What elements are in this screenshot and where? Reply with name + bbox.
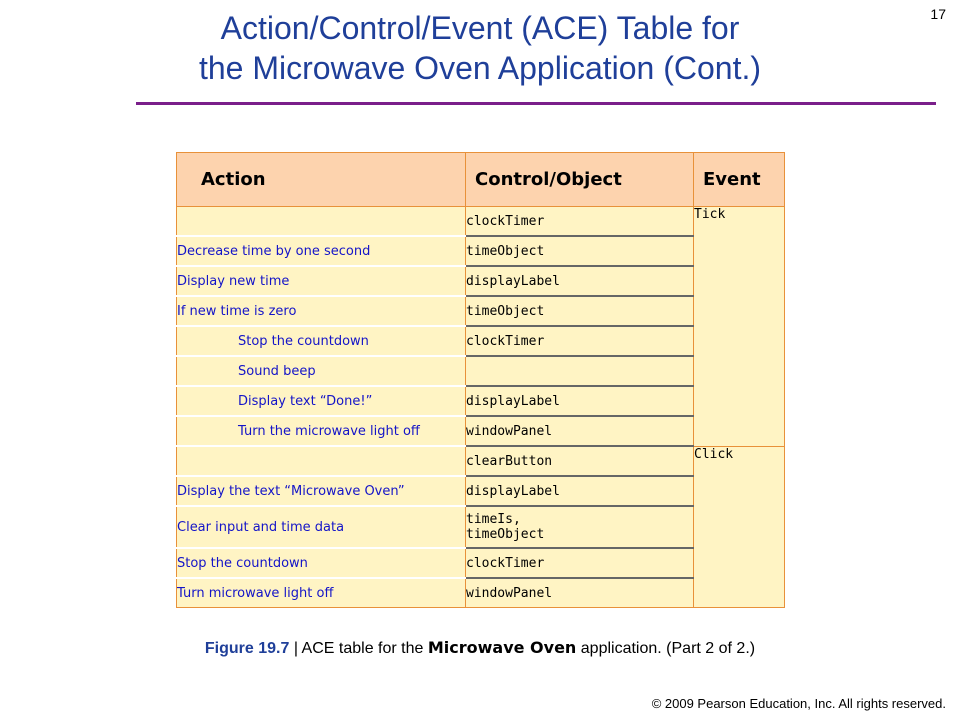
control-line: timeObject	[466, 527, 545, 542]
control-cell	[466, 356, 694, 386]
action-cell: Turn the microwave light off	[177, 416, 466, 446]
table-row	[177, 236, 785, 266]
control-cell: windowPanel	[466, 416, 694, 446]
figure-label: Figure 19.7	[204, 640, 290, 657]
action-cell: Sound beep	[177, 356, 466, 386]
control-cell: clockTimer	[466, 326, 694, 356]
control-cell: timeObject	[466, 236, 694, 266]
action-cell: If new time is zero	[177, 296, 466, 326]
control-cell: clearButton	[466, 446, 694, 476]
table-row	[177, 578, 785, 608]
page-number: 17	[930, 6, 946, 22]
action-cell: Clear input and time data	[177, 506, 466, 548]
table-row	[177, 446, 785, 476]
action-cell: Turn microwave light off	[177, 578, 466, 608]
event-cell: Tick	[694, 207, 785, 447]
header-control-object: Control/Object	[466, 153, 694, 207]
control-cell: displayLabel	[466, 266, 694, 296]
control-cell: timeObject	[466, 296, 694, 326]
table-row	[177, 506, 785, 548]
table-header-row	[177, 153, 785, 207]
action-cell	[177, 207, 466, 237]
caption-separator: |	[289, 640, 302, 657]
header-action: Action	[177, 153, 466, 207]
table-row	[177, 476, 785, 506]
control-line: timeIs,	[466, 512, 521, 527]
figure-caption	[0, 638, 960, 658]
table-row	[177, 548, 785, 578]
title-line-2: the Microwave Oven Application (Cont.)	[198, 50, 762, 86]
copyright-notice: © 2009 Pearson Education, Inc. All rights reserved.	[651, 696, 946, 711]
table-row	[177, 356, 785, 386]
title-divider	[136, 102, 936, 105]
table-row	[177, 296, 785, 326]
control-cell: displayLabel	[466, 476, 694, 506]
control-cell: clockTimer	[466, 207, 694, 237]
header-event: Event	[694, 153, 785, 207]
table-row	[177, 266, 785, 296]
slide-title	[0, 8, 960, 88]
control-cell: windowPanel	[466, 578, 694, 608]
control-cell	[466, 506, 694, 548]
table-row	[177, 416, 785, 446]
action-cell: Stop the countdown	[177, 326, 466, 356]
ace-table	[176, 152, 785, 608]
event-cell: Click	[694, 446, 785, 608]
action-cell: Display text “Done!”	[177, 386, 466, 416]
title-line-1: Action/Control/Event (ACE) Table for	[220, 10, 740, 46]
table-row	[177, 207, 785, 237]
action-cell: Display the text “Microwave Oven”	[177, 476, 466, 506]
action-cell	[177, 446, 466, 476]
action-cell: Display new time	[177, 266, 466, 296]
caption-text: ACE table for the	[301, 640, 428, 657]
table-row	[177, 386, 785, 416]
action-cell: Stop the countdown	[177, 548, 466, 578]
control-cell: clockTimer	[466, 548, 694, 578]
caption-app-name: Microwave Oven	[427, 638, 577, 657]
control-cell: displayLabel	[466, 386, 694, 416]
caption-text-end: application. (Part 2 of 2.)	[576, 640, 756, 657]
action-cell: Decrease time by one second	[177, 236, 466, 266]
table-row	[177, 326, 785, 356]
